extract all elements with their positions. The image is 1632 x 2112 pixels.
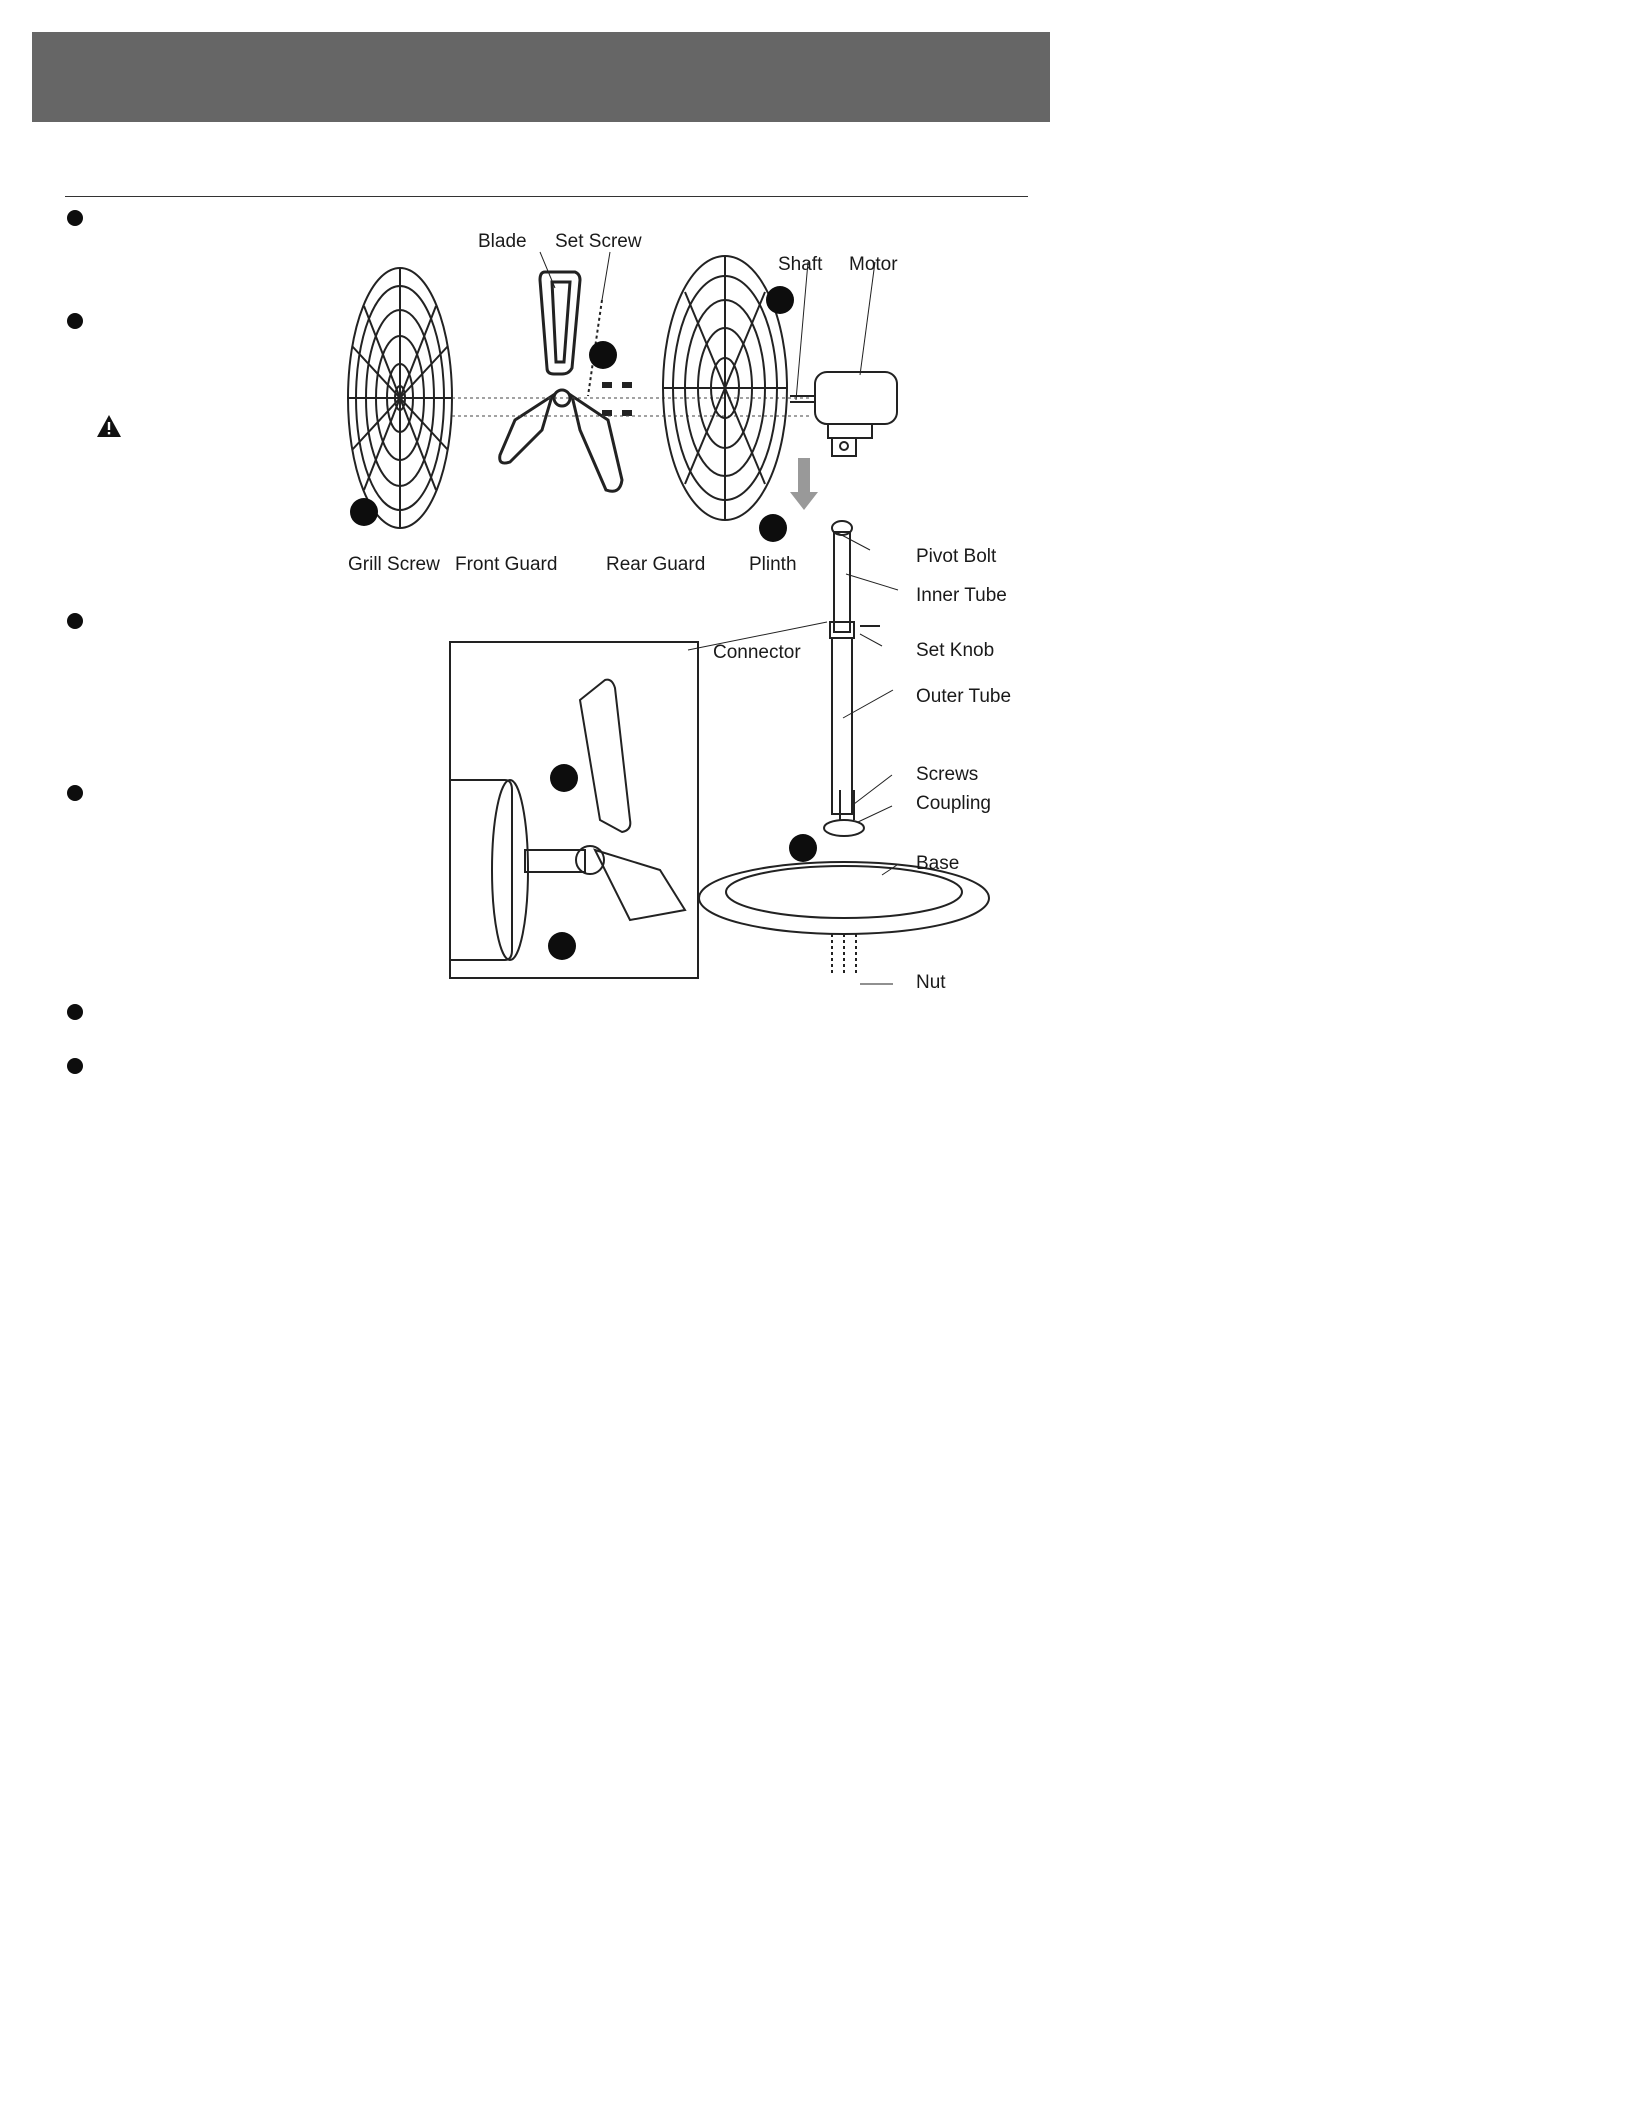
label-connector: Connector: [713, 642, 801, 663]
label-base: Base: [916, 853, 960, 874]
bullet-dot-icon: [67, 613, 83, 629]
motor-drawing: [790, 372, 897, 456]
label-front-guard: Front Guard: [455, 554, 558, 575]
label-inner-tube: Inner Tube: [916, 585, 1007, 606]
label-coupling: Coupling: [916, 793, 991, 814]
screw-set-drawing: [602, 382, 632, 416]
label-nut: Nut: [916, 972, 946, 993]
label-shaft: Shaft: [778, 254, 823, 275]
label-grill-screw: Grill Screw: [348, 554, 440, 575]
label-rear-guard: Rear Guard: [606, 554, 706, 575]
label-blade: Blade: [478, 231, 527, 252]
down-arrow-icon: [790, 458, 818, 510]
label-set-knob: Set Knob: [916, 640, 995, 661]
blade-shaft-detail-inset: [450, 642, 698, 978]
label-outer-tube: Outer Tube: [916, 686, 1012, 707]
fan-assembly-diagram: [340, 210, 1040, 1010]
bullet-dot-icon: [67, 785, 83, 801]
bullet-dot-icon: [67, 313, 83, 329]
warning-triangle-icon: [96, 414, 122, 438]
label-motor: Motor: [849, 254, 898, 275]
front-guard-drawing: [348, 268, 452, 528]
blade-drawing: [500, 272, 622, 491]
header-band: [32, 32, 1050, 122]
label-set-screw: Set Screw: [555, 231, 642, 252]
bullet-dot-icon: [67, 1058, 83, 1074]
label-plinth: Plinth: [749, 554, 797, 575]
section-rule: [65, 196, 1028, 197]
bullet-dot-icon: [67, 210, 83, 226]
label-pivot-bolt: Pivot Bolt: [916, 546, 997, 567]
label-screws: Screws: [916, 764, 979, 785]
bullet-dot-icon: [67, 1004, 83, 1020]
